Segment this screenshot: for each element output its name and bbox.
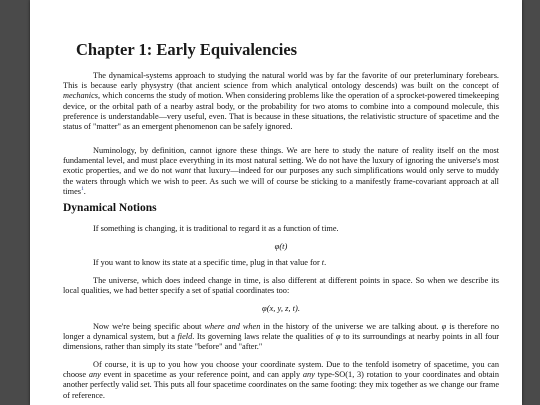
paragraph-intro: The dynamical-systems approach to studying the natural world was by far the favorite of our preterluminary forebears. This is because early physystry (that ancient science from which analytical ontology descends) was built on the concept of mechanics, which concerns the study of motion. When considering problems like the operation of a sprocket-powered timekeeping device, or the orbital path of a nearby astral body, or the probability for two atoms to combine into a compound molecule, this preference is understandable—very useful, even. That is because in these situations, the relativistic structure of spacetime and the status of "matter" as an emergent phenomenon can be safely ignored. bbox=[63, 71, 499, 132]
document-page bbox=[30, 0, 522, 405]
paragraph-function-of-time: If something is changing, it is traditional to regard it as a function of time. bbox=[93, 224, 339, 233]
footnote-marker[interactable]: 1 bbox=[80, 186, 84, 193]
paragraph-field: Now we're being specific about where and when in the history of the universe we are talking about. φ is therefore no longer a dynamical system, but a field. Its governing laws relate the qualities of φ to its surroundings at nearby points in all four dimensions, rather than simply its state "before" and "after." bbox=[63, 322, 500, 352]
paragraph-coordinate-system: Of course, it is up to you how you choose your coordinate system. Due to the tenfold isometry of spacetime, you can choose any event in spacetime as your reference point, and can apply any type-SO(1, 3) rotation to your coordinates and obtain another perfectly valid set. This puts all four spacetime coordinates on the same footing: they mix together as we change our frame of reference. bbox=[63, 360, 499, 400]
equation-phi-t: φ(t) bbox=[274, 241, 288, 251]
section-title: Dynamical Notions bbox=[63, 202, 157, 214]
paragraph-specific-time: If you want to know its state at a specific time, plug in that value for t. bbox=[93, 258, 327, 267]
chapter-title: Chapter 1: Early Equivalencies bbox=[76, 40, 298, 59]
paragraph-spatial-coordinates: The universe, which does indeed change in time, is also different at different points in space. So when we describe its local qualities, we had better specify a set of spatial coordinates too: bbox=[63, 276, 499, 296]
equation-phi-xyzt: φ(x, y, z, t). bbox=[262, 303, 300, 313]
paragraph-numinology: Numinology, by definition, cannot ignore these things. We are here to study the nature of reality itself on the most fundamental level, and must place everything in its most natural setting. We do not have the luxury of ignoring the universe's most exotic properties, and we do not want that luxury—indeed for our purposes any such simplifications would only serve to muddy the waters through which we wish to peer. As such we will of course be sticking to a manifestly frame-covariant approach at all times$^1$. bbox=[63, 146, 499, 196]
